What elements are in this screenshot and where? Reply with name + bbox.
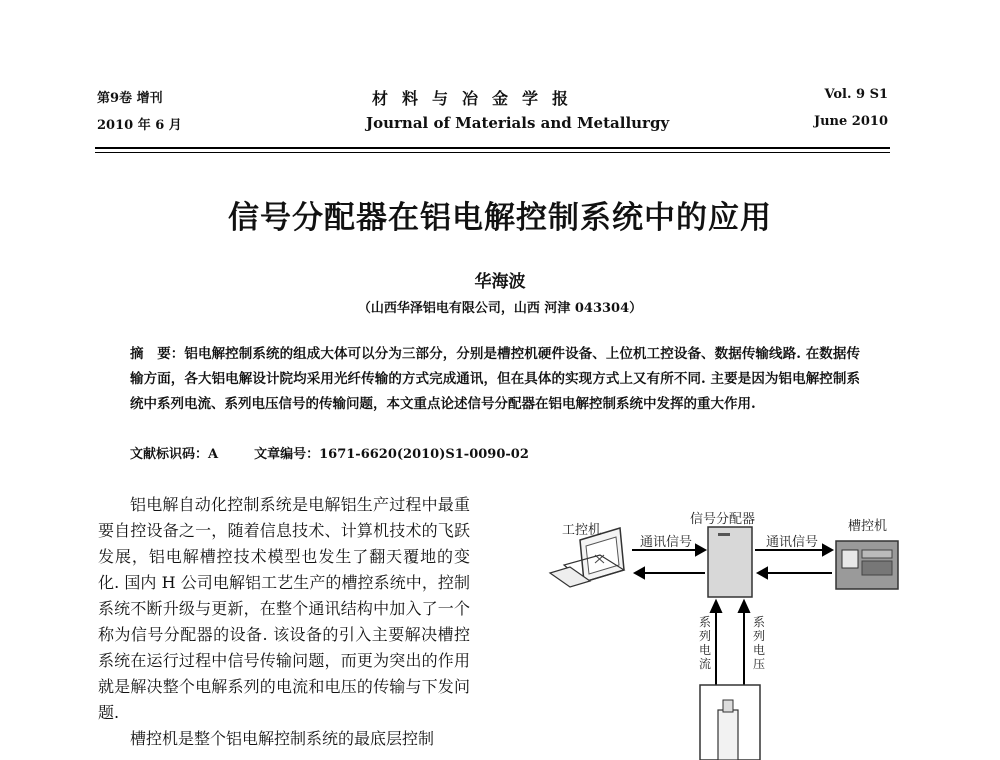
cell-controller-label: 槽控机 [848,519,888,534]
author: 华海波 [474,272,526,292]
journal-title-en: Journal of Materials and Metallurgy [366,114,670,132]
paper-title: 信号分配器在铝电解控制系统中的应用 [228,200,772,236]
volume-cn: 第9卷 增刊 [97,91,163,106]
date-cn: 2010 年 6 月 [97,118,182,133]
abstract-label: 摘 要： [130,346,185,362]
splitter-label: 信号分配器 [690,512,756,527]
header-rule-thick [95,147,890,149]
doc-code: A [208,447,219,462]
cell-controller-icon [836,541,898,589]
affiliation: （山西华泽铝电有限公司，山西 河津 043304） [357,301,643,316]
body-paragraph-1: 铝电解自动化控制系统是电解铝生产过程中最重要自控设备之一，随着信息技术、计算机技术的飞跃发展，铝电解槽控技术模型也发生了翻天覆地的变化. 国内 H 公司电解铝工艺生产的槽控系统中，控制系统不断升级与更新，在整个通讯结构中加入了一个称为信号分配器的设备. 该设备的引入主要解决槽控系统在运行过程中信号传输问题，而更为突出的作用就是解决整个电解系列的电流和电压的传输与下发问题. [98,495,470,722]
abstract [130,342,860,417]
abstract-text: 铝电解控制系统的组成大体可以分为三部分，分别是槽控机硬件设备、上位机工控设备、数据传输线路. 在数据传输方面，各大铝电解设计院均采用光纤传输的方式完成通讯，但在具体的实现方式上又有所不同. 主要是因为铝电解控制系统中系列电流、系列电压信号的传输问题，本文重点论述信号分配器在铝电解控制系统中发挥的重大作用. [130,346,860,412]
article-no-label: 文章编号： [254,447,320,462]
system-diagram [540,495,920,760]
volume-en: Vol. 9 S1 [824,87,888,102]
body-paragraph-2: 槽控机是整个铝电解控制系统的最底层控制 [130,729,435,748]
article-no: 1671-6620(2010)S1-0090-02 [319,447,529,462]
series-voltage-label: 系列电压 [752,615,765,671]
journal-title-cn: 材料与冶金学报 [372,89,583,108]
series-signal-arrows [711,601,749,685]
series-current-label: 系列电流 [698,615,711,671]
doc-meta [130,443,529,462]
header-rule-thin [95,152,890,153]
signal-splitter-box [708,527,752,597]
date-en: June 2010 [813,114,888,129]
comm-signal-right-label: 通讯信号 [766,535,819,550]
rectifier-cabinet [700,685,760,760]
doc-code-label: 文献标识码： [130,447,209,462]
ipc-label: 工控机 [562,523,602,538]
comm-signal-left-label: 通讯信号 [640,535,693,550]
body-column [98,492,470,752]
